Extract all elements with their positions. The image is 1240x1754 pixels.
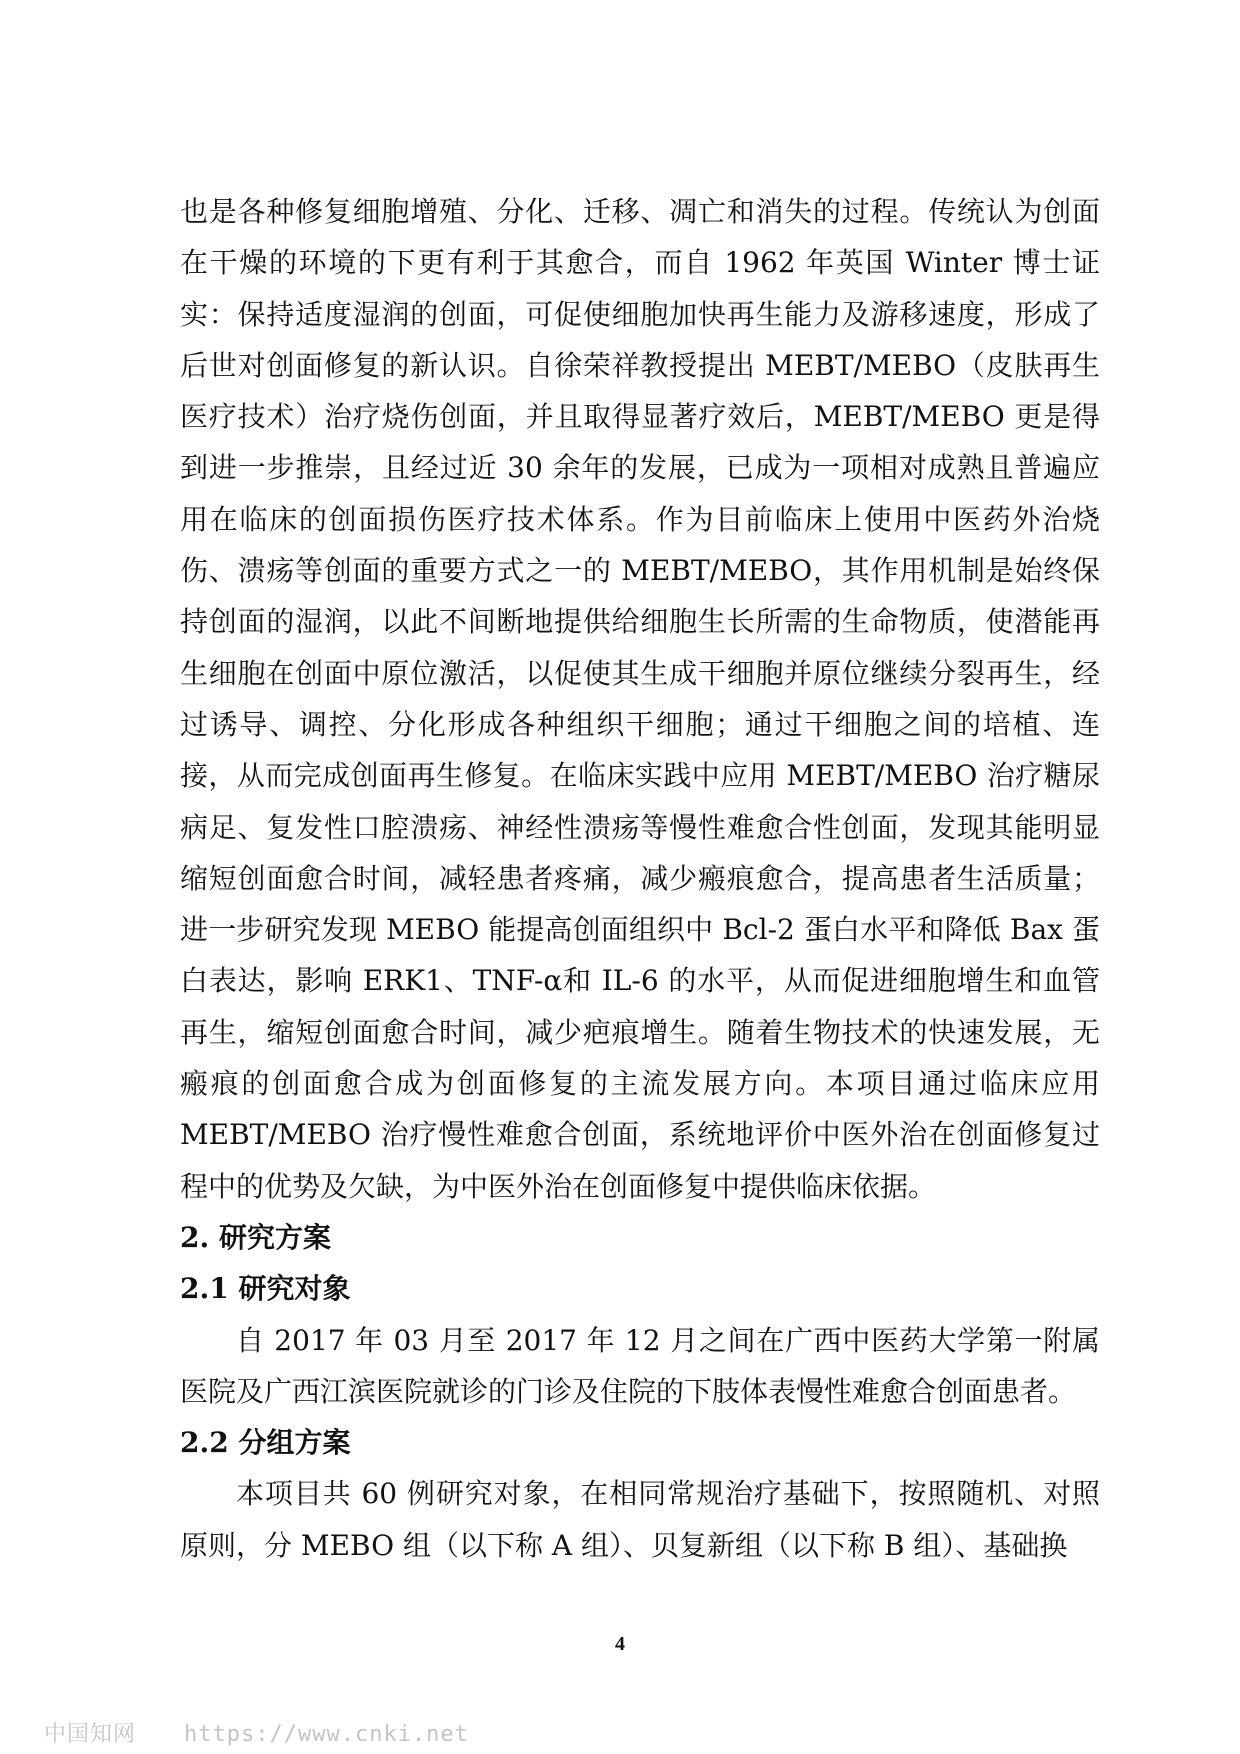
body-paragraph-2-1: 自 2017 年 03 月至 2017 年 12 月之间在广西中医药大学第一附属医院及广西江滨医院就诊的门诊及住院的下肢体表慢性难愈合创面患者。 bbox=[180, 1323, 1100, 1408]
subsection-heading-2-1: 2.1 研究对象 bbox=[180, 1272, 351, 1306]
page-number: 4 bbox=[615, 1633, 625, 1655]
subsection-heading-2-2: 2.2 分组方案 bbox=[180, 1426, 351, 1460]
section-heading-2: 2. 研究方案 bbox=[180, 1220, 331, 1254]
cnki-watermark bbox=[44, 1717, 469, 1748]
watermark-site-name: 中国知网 bbox=[44, 1722, 137, 1747]
page-content bbox=[180, 186, 1100, 1571]
watermark-url: https://www.cnki.net bbox=[184, 1722, 469, 1747]
body-paragraph-2-2: 本项目共 60 例研究对象，在相同常规治疗基础下，按照随机、对照原则，分 MEBO 组（以下称 A 组）、贝复新组（以下称 B 组）、基础换 bbox=[180, 1477, 1100, 1562]
body-paragraph: 也是各种修复细胞增殖、分化、迁移、凋亡和消失的过程。传统认为创面在干燥的环境的下更有利于其愈合，而自 1962 年英国 Winter 博士证实：保持适度湿润的创面，可促使细胞加快再生能力及游移速度，形成了后世对创面修复的新认识。自徐荣祥教授提出 MEBT/MEBO（皮肤再生医疗技术）治疗烧伤创面，并且取得显著疗效后，MEBT/MEBO 更是得到进一步推崇，且经过近 30 余年的发展，已成为一项相对成熟且普遍应用在临床的创面损伤医疗技术体系。作为目前临床上使用中医药外治烧伤、溃疡等创面的重要方式之一的 MEBT/MEBO，其作用机制是始终保持创面的湿润，以此不间断地提供给细胞生长所需的生命物质，使潜能再生细胞在创面中原位激活，以促使其生成干细胞并原位继续分裂再生，经过诱导、调控、分化形成各种组织干细胞；通过干细胞之间的培植、连接，从而完成创面再生修复。在临床实践中应用 MEBT/MEBO 治疗糖尿病足、复发性口腔溃疡、神经性溃疡等慢性难愈合性创面，发现其能明显缩短创面愈合时间，减轻患者疼痛，减少瘢痕愈合，提高患者生活质量；进一步研究发现 MEBO 能提高创面组织中 Bcl-2 蛋白水平和降低 Bax 蛋白表达，影响 ERK1、TNF-α和 IL-6 的水平，从而促进细胞增生和血管再生，缩短创面愈合时间，减少疤痕增生。随着生物技术的快速发展，无瘢痕的创面愈合成为创面修复的主流发展方向。本项目通过临床应用 MEBT/MEBO 治疗慢性难愈合创面，系统地评价中医外治在创面修复过程中的优势及欠缺，为中医外治在创面修复中提供临床依据。 bbox=[180, 195, 1100, 1203]
